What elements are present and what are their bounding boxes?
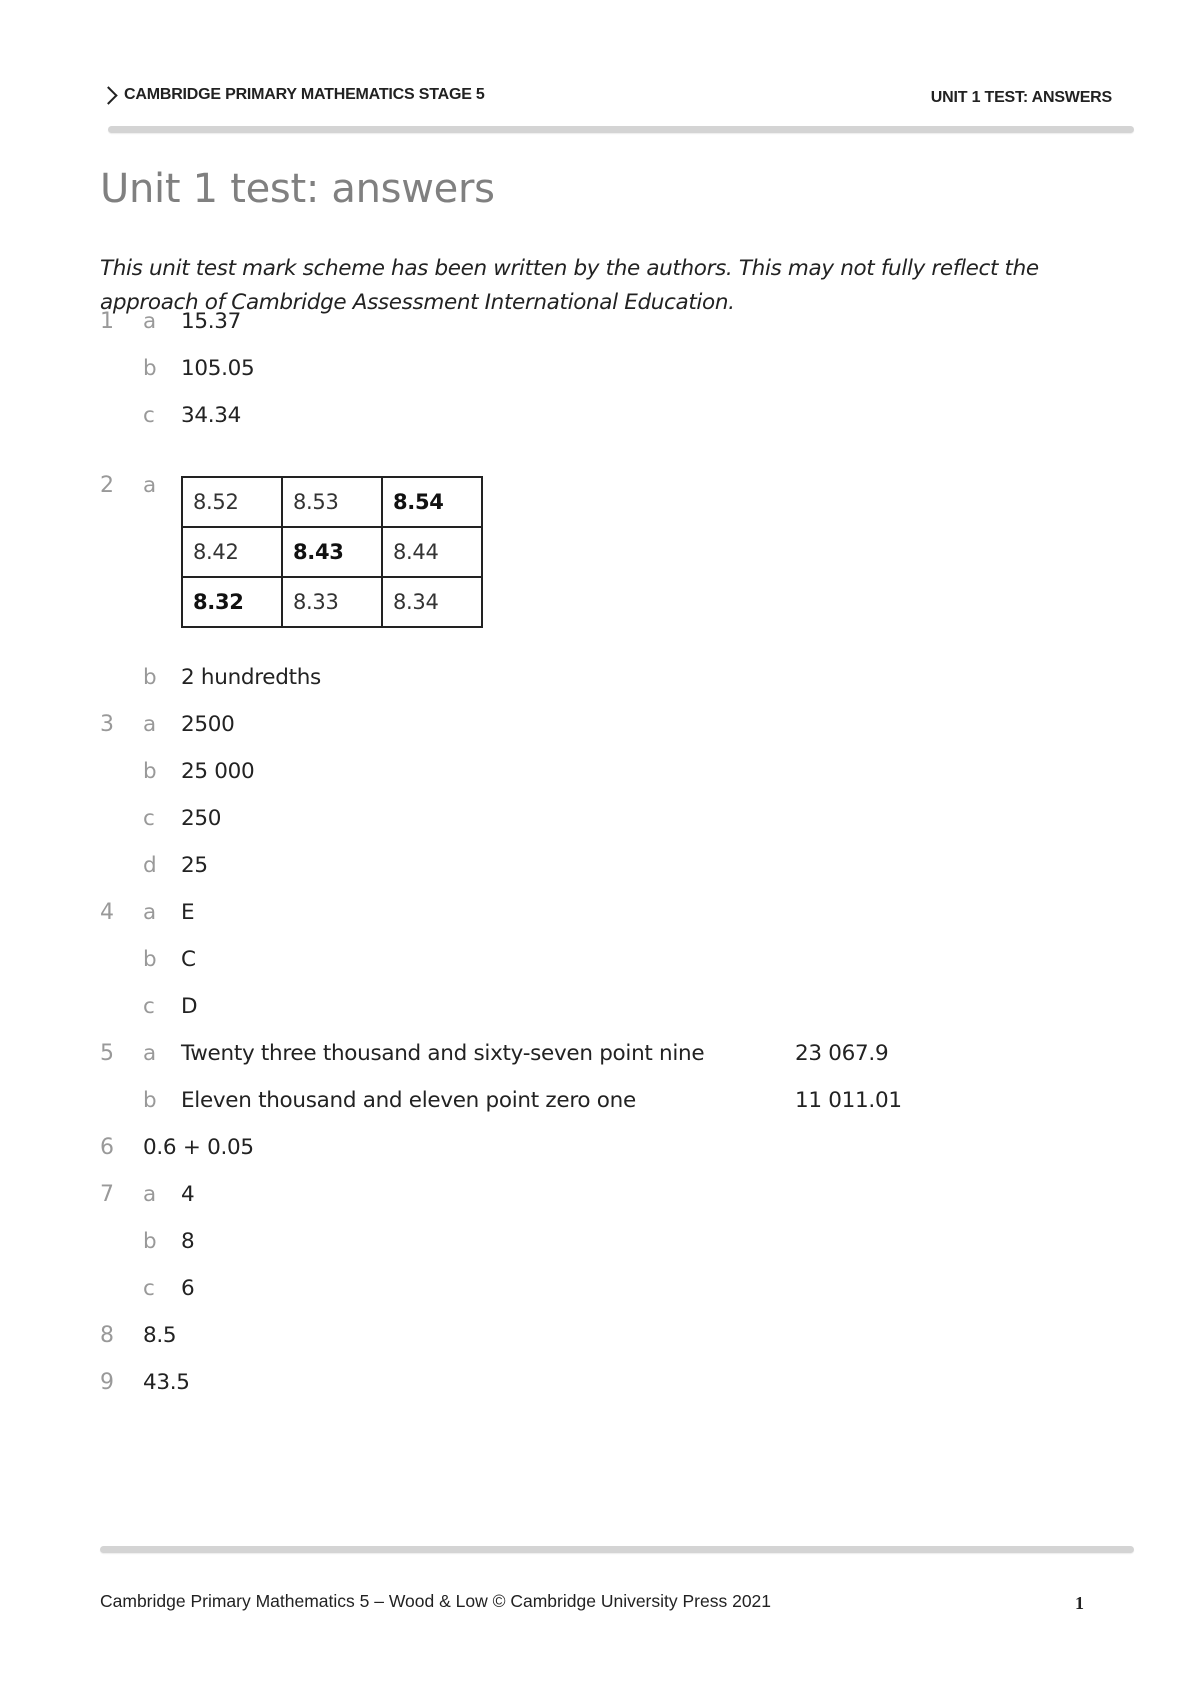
part-label: a bbox=[143, 900, 157, 925]
question-number: 2 bbox=[100, 473, 114, 498]
part-label: c bbox=[143, 806, 155, 831]
answer-words: Eleven thousand and eleven point zero one bbox=[181, 1088, 636, 1113]
part-label: b bbox=[143, 665, 157, 690]
part-label: a bbox=[143, 309, 157, 334]
page-header bbox=[102, 86, 1112, 114]
part-label: c bbox=[143, 403, 155, 428]
part-label: a bbox=[143, 1182, 157, 1207]
part-label: c bbox=[143, 994, 155, 1019]
page-title: Unit 1 test: answers bbox=[100, 166, 495, 212]
question-number: 3 bbox=[100, 712, 114, 737]
question-number: 4 bbox=[100, 900, 114, 925]
header-left bbox=[102, 86, 485, 104]
question-number: 7 bbox=[100, 1182, 114, 1207]
answer-text: 43.5 bbox=[143, 1370, 190, 1395]
page-number: 1 bbox=[1075, 1593, 1084, 1613]
part-label: a bbox=[143, 1041, 157, 1066]
answer-text: 15.37 bbox=[181, 309, 242, 334]
header-divider bbox=[108, 126, 1134, 133]
answer-text: 25 000 bbox=[181, 759, 255, 784]
grid-cell: 8.54 bbox=[382, 477, 482, 527]
answer-text: 0.6 + 0.05 bbox=[143, 1135, 254, 1160]
part-label: b bbox=[143, 1088, 157, 1113]
grid-cell: 8.43 bbox=[282, 527, 382, 577]
part-label: b bbox=[143, 1229, 157, 1254]
grid-row bbox=[182, 577, 482, 627]
answer-value: 23 067.9 bbox=[795, 1041, 889, 1066]
question-number: 8 bbox=[100, 1323, 114, 1348]
answer-text: E bbox=[181, 900, 195, 925]
answer-text: 4 bbox=[181, 1182, 195, 1207]
grid-row bbox=[182, 527, 482, 577]
part-label: c bbox=[143, 1276, 155, 1301]
part-label: b bbox=[143, 947, 157, 972]
header-series-title: CAMBRIDGE PRIMARY MATHEMATICS STAGE 5 bbox=[124, 86, 485, 103]
grid-cell: 8.32 bbox=[182, 577, 282, 627]
footer-divider bbox=[100, 1546, 1134, 1553]
answer-words: Twenty three thousand and sixty-seven point nine bbox=[181, 1041, 705, 1066]
footer-credit: Cambridge Primary Mathematics 5 – Wood & Low © Cambridge University Press 2021 bbox=[100, 1591, 772, 1611]
answer-text: 105.05 bbox=[181, 356, 255, 381]
intro-note: This unit test mark scheme has been written by the authors. This may not fully reflect the approach of Cambridge Assessment International Education. bbox=[100, 256, 1039, 315]
part-label: b bbox=[143, 759, 157, 784]
grid-cell: 8.44 bbox=[382, 527, 482, 577]
grid-cell: 8.34 bbox=[382, 577, 482, 627]
grid-cell: 8.33 bbox=[282, 577, 382, 627]
question-number: 1 bbox=[100, 309, 114, 334]
answer-text: 34.34 bbox=[181, 403, 242, 428]
answer-text: 2500 bbox=[181, 712, 235, 737]
question-number: 6 bbox=[100, 1135, 114, 1160]
answer-text: 8.5 bbox=[143, 1323, 177, 1348]
question-number: 5 bbox=[100, 1041, 114, 1066]
grid-cell: 8.53 bbox=[282, 477, 382, 527]
answer-text: 6 bbox=[181, 1276, 195, 1301]
grid-cell: 8.52 bbox=[182, 477, 282, 527]
header-section-title: UNIT 1 TEST: ANSWERS bbox=[930, 89, 1112, 106]
part-label: d bbox=[143, 853, 157, 878]
answer-text: 8 bbox=[181, 1229, 195, 1254]
part-label: b bbox=[143, 356, 157, 381]
part-label: a bbox=[143, 473, 157, 498]
answer-value: 11 011.01 bbox=[795, 1088, 902, 1113]
grid-cell: 8.42 bbox=[182, 527, 282, 577]
part-label: a bbox=[143, 712, 157, 737]
answer-text: D bbox=[181, 994, 198, 1019]
answer-text: 250 bbox=[181, 806, 222, 831]
question-number: 9 bbox=[100, 1370, 114, 1395]
answer-text: 25 bbox=[181, 853, 208, 878]
grid-row bbox=[182, 477, 482, 527]
decimal-grid bbox=[181, 476, 483, 628]
answer-text: 2 hundredths bbox=[181, 665, 321, 690]
answer-text: C bbox=[181, 947, 196, 972]
chevron-right-icon bbox=[99, 86, 117, 104]
